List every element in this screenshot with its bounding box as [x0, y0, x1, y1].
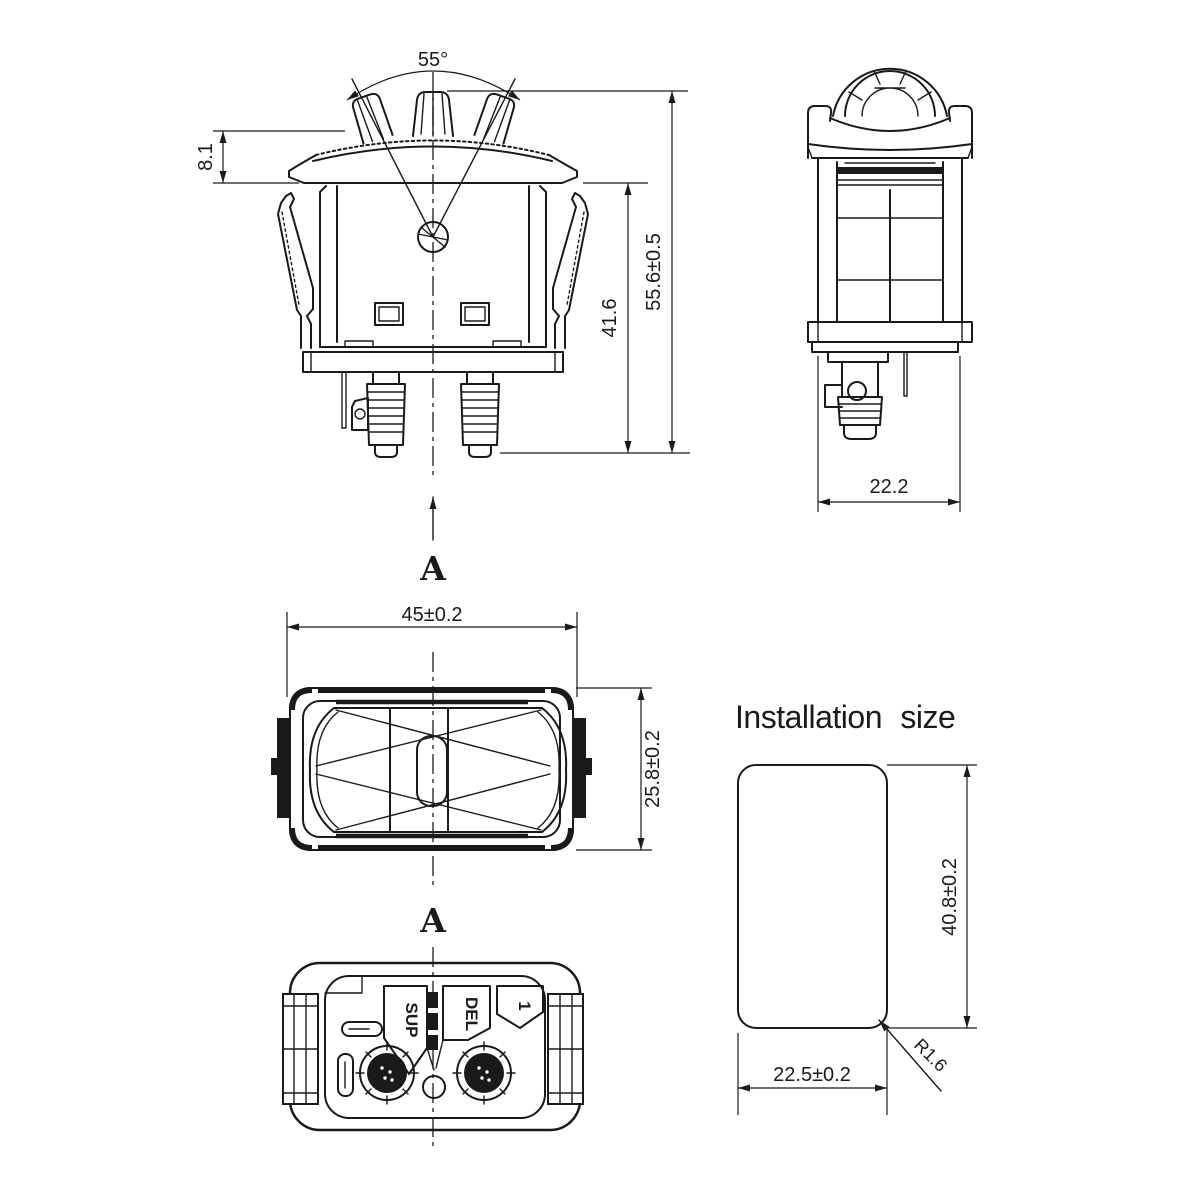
center-key-bar	[428, 992, 438, 1050]
rocker-center-pad	[417, 736, 447, 806]
top-view	[271, 604, 664, 940]
section-label-front: A	[420, 549, 446, 588]
right-knob	[472, 91, 521, 148]
dim-cutout-width-label: 22.5±0.2	[773, 1064, 851, 1086]
side-tab-right	[574, 718, 586, 818]
terminal-left-front	[367, 372, 405, 457]
dim-bezel-height	[195, 131, 345, 183]
side-tab-left	[277, 718, 289, 818]
dim-top-depth-label: 25.8±0.2	[642, 730, 664, 808]
locating-pin-side	[904, 352, 907, 396]
left-knob	[346, 91, 395, 148]
terminal-socket-right	[453, 1042, 515, 1104]
angle-ray-right	[433, 79, 515, 237]
dim-bezel-height-label: 8.1	[195, 143, 217, 171]
front-view	[195, 49, 690, 588]
side-tab-right-bottom	[548, 994, 583, 1104]
plate-del	[443, 986, 490, 1040]
dim-top-width-label: 45±0.2	[401, 604, 463, 626]
rocker-dome	[833, 69, 947, 116]
dim-cutout-height-label: 40.8±0.2	[939, 858, 961, 936]
switch-body-side	[818, 158, 962, 322]
section-label-top: A	[420, 901, 446, 940]
angle-label: 55°	[417, 49, 449, 71]
dim-side-width-label: 22.2	[869, 476, 909, 498]
plate-one	[497, 986, 543, 1028]
dim-overall-height	[447, 91, 690, 453]
terminal-side	[825, 352, 888, 439]
installation-view	[735, 699, 977, 1115]
center-knob	[413, 92, 453, 136]
dim-overall-height-label: 55.6±0.5	[643, 233, 665, 311]
dim-body-height	[583, 183, 648, 453]
dim-body-height-label: 41.6	[599, 298, 621, 338]
housing-outline-top	[271, 688, 592, 850]
cutout-outline	[738, 765, 887, 1028]
terminal-label-del: DEL	[462, 997, 481, 1031]
dim-cutout-width	[738, 1064, 887, 1088]
terminal-right-front	[461, 372, 499, 457]
locating-pin-front	[342, 372, 346, 428]
angle-ray-left	[352, 79, 433, 237]
terminal-label-sup: SUP	[402, 1002, 421, 1038]
side-view	[808, 69, 972, 512]
dim-cutout-height	[939, 765, 967, 1028]
terminal-label-one: 1	[515, 1001, 534, 1011]
mounting-flange-side	[808, 322, 972, 352]
rocker-button-top	[310, 708, 566, 832]
bottom-view	[283, 947, 583, 1146]
spring-clip-right	[553, 193, 588, 348]
terminal-bracket-front	[352, 398, 368, 430]
dim-corner-radius	[879, 1020, 951, 1091]
dim-side-width	[818, 356, 960, 512]
side-tab-left-bottom	[283, 994, 318, 1104]
installation-title: Installation size	[735, 699, 956, 735]
center-hole	[423, 1076, 445, 1098]
dim-top-width	[287, 604, 577, 697]
spring-clip-left	[278, 193, 313, 348]
dim-corner-radius-label: R1.6	[910, 1034, 952, 1076]
